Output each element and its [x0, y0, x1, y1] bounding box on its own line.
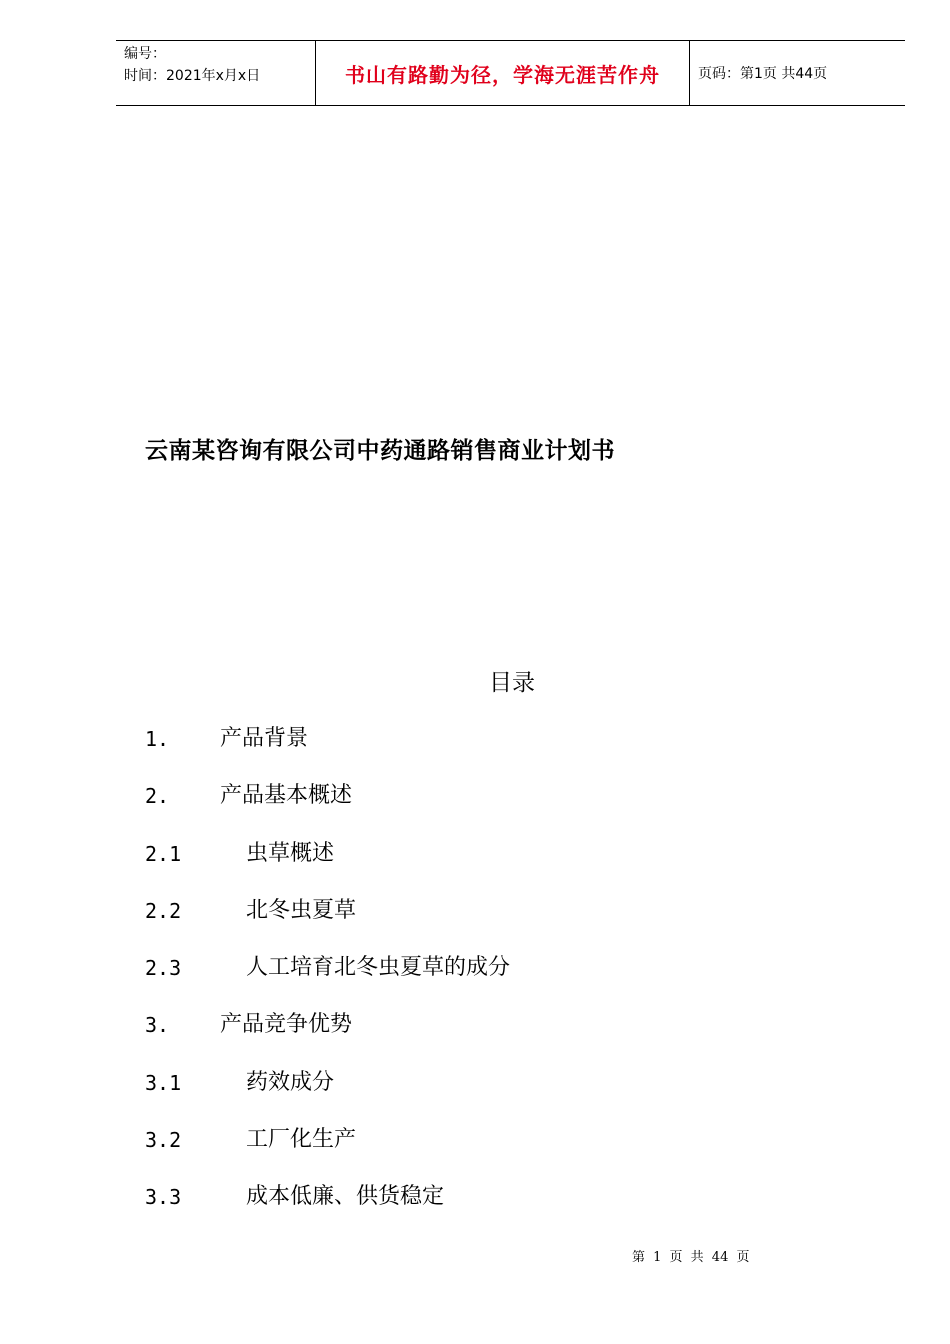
toc-item-label: 成本低廉、供货稳定 [246, 1184, 445, 1210]
toc-item-label: 产品竞争优势 [220, 1012, 353, 1038]
toc-item[interactable] [145, 891, 510, 948]
toc-item-number: 2.1 [145, 841, 182, 866]
toc-item-label: 人工培育北冬虫夏草的成分 [246, 955, 511, 981]
toc-item[interactable] [145, 719, 510, 776]
page-header [116, 40, 905, 106]
toc-item[interactable] [145, 1063, 510, 1120]
toc-item-label: 药效成分 [246, 1069, 335, 1095]
toc-item-number: 2. [145, 784, 170, 809]
toc-item[interactable] [145, 776, 510, 833]
serial-label: 编号： [124, 46, 166, 62]
toc-item-label: 虫草概述 [246, 840, 335, 866]
toc-item[interactable] [145, 1120, 510, 1177]
header-meta [116, 41, 316, 105]
header-motto: 书山有路勤为径，学海无涯苦作舟 [345, 62, 660, 87]
page-footer: 第 1 页 共 44 页 [632, 1250, 750, 1265]
toc-item-number: 3.3 [145, 1185, 182, 1210]
toc-item-number: 3. [145, 1013, 170, 1038]
toc-item[interactable] [145, 948, 510, 1005]
toc-item-number: 3.2 [145, 1128, 182, 1153]
toc-item-number: 3.1 [145, 1070, 182, 1095]
toc-item-label: 产品背景 [220, 726, 309, 751]
toc-item[interactable] [145, 834, 510, 891]
toc-item-label: 工厂化生产 [246, 1127, 357, 1153]
table-of-contents [145, 719, 510, 1235]
toc-item[interactable] [145, 1005, 510, 1062]
toc-item-label: 产品基本概述 [220, 783, 353, 809]
toc-item-number: 1. [145, 727, 170, 751]
header-page-info: 页码：第1页 共44页 [698, 66, 828, 82]
time-label: 时间：2021年x月x日 [124, 68, 261, 84]
toc-item-number: 2.3 [145, 956, 182, 981]
toc-item-number: 2.2 [145, 898, 182, 923]
header-motto-cell [316, 41, 690, 105]
toc-item[interactable] [145, 1177, 510, 1234]
document-title: 云南某咨询有限公司中药通路销售商业计划书 [145, 438, 615, 464]
toc-item-label: 北冬虫夏草 [246, 897, 357, 923]
toc-heading: 目录 [489, 670, 535, 696]
header-page-info-cell [690, 41, 905, 105]
